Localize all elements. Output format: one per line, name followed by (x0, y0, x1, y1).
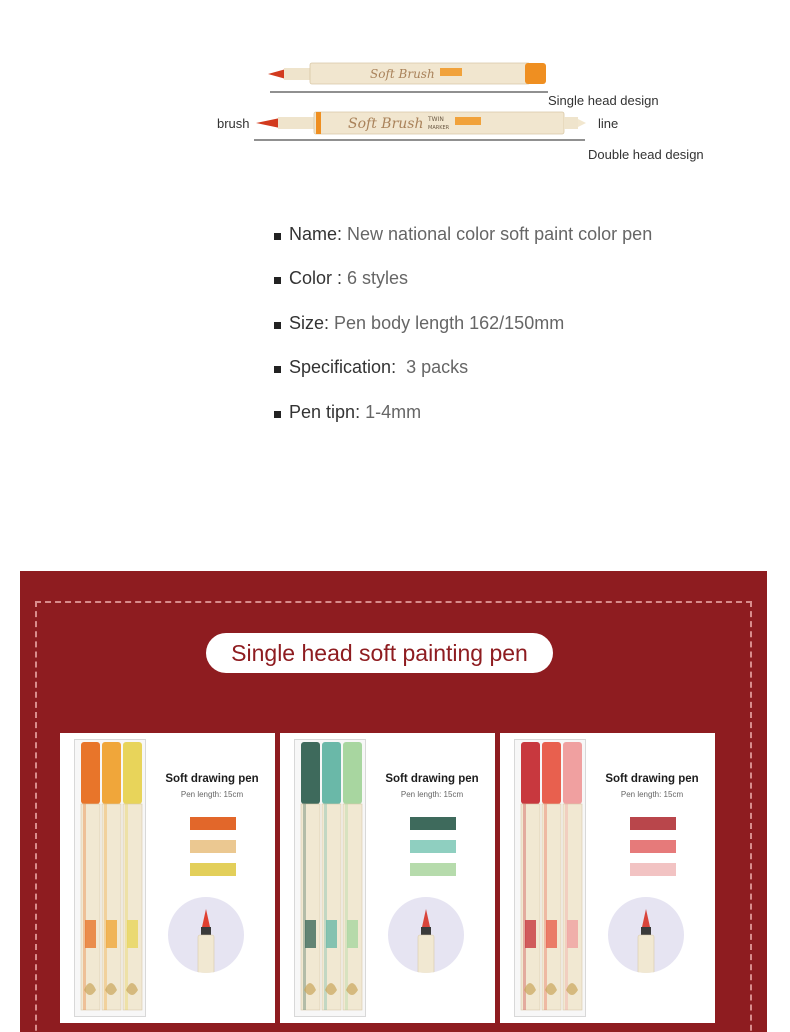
label-double-head-design: Double head design (588, 147, 704, 162)
pen-stripe (565, 804, 568, 1010)
pen-label (85, 920, 96, 948)
pen-cap (343, 742, 362, 804)
card-title: Soft drawing pen (165, 773, 259, 785)
pen-label (326, 920, 337, 948)
pen-bottom-badge: TWIN (428, 116, 444, 123)
pen-label (347, 920, 358, 948)
bullet-icon (274, 233, 281, 240)
spec-key: Color (289, 268, 333, 288)
spec-specification (274, 354, 652, 382)
pen-tip-body (638, 935, 654, 973)
color-swatch-1 (630, 817, 676, 830)
pen-label (567, 920, 578, 948)
pen-tip-ferrule (421, 927, 431, 935)
card-title: Soft drawing pen (385, 773, 479, 785)
pen-pack-box (74, 739, 146, 1017)
label-single-head-design: Single head design (548, 93, 659, 108)
card-title: Soft drawing pen (605, 773, 699, 785)
spec-color (274, 265, 652, 293)
pen-pack-illustration (75, 740, 145, 1016)
pen-top-brand: Soft Brush (370, 67, 435, 81)
pen-cap (521, 742, 540, 804)
card-subtitle: Pen length: 15cm (180, 790, 244, 799)
product-showcase (20, 571, 767, 1032)
pen-stripe (303, 804, 306, 1010)
color-swatch-3 (190, 863, 236, 876)
spec-key: Name (289, 223, 338, 244)
spec-key: Size (289, 312, 325, 333)
pen-label (106, 920, 117, 948)
pen-tip-ferrule (201, 927, 211, 935)
pen-label (127, 920, 138, 948)
spec-key: Pen tipn (289, 401, 356, 422)
pen-tip-circle (388, 897, 464, 973)
pen-cap (102, 742, 121, 804)
pen-pack-box (294, 739, 366, 1017)
pen-cap (301, 742, 320, 804)
pen-design-diagram (0, 0, 790, 190)
product-card-orange[interactable] (60, 733, 275, 1023)
card-subtitle: Pen length: 15cm (400, 790, 464, 799)
pen-tip-nib (202, 909, 210, 927)
pen-stripe (125, 804, 128, 1010)
pen-tip-icon (608, 897, 684, 973)
pen-label (305, 920, 316, 948)
pen-stripe (324, 804, 327, 1010)
pen-tip-circle (608, 897, 684, 973)
bullet-icon (274, 366, 281, 373)
single-head-pen (268, 63, 546, 84)
pen-tip-body (198, 935, 214, 973)
spec-sep: : (332, 268, 343, 288)
pen-bottom-badge-sub: MARKER (428, 125, 450, 131)
spec-name (274, 220, 652, 248)
pen-pack-illustration (515, 740, 585, 1016)
pen-cap (81, 742, 100, 804)
pen-tip-icon (388, 897, 464, 973)
spec-value: 1-4mm (360, 401, 422, 422)
pen-cap (123, 742, 142, 804)
spec-value: 6 styles (342, 268, 409, 288)
spec-value: 3 packs (396, 357, 469, 377)
pen-cap (563, 742, 582, 804)
spec-sep: : (337, 223, 343, 244)
spec-size (274, 309, 652, 337)
pen-tip-circle (168, 897, 244, 973)
pen-stripe (83, 804, 86, 1010)
spec-sep: : (324, 312, 330, 333)
pen-tip-ferrule (641, 927, 651, 935)
bullet-icon (274, 277, 281, 284)
pen-stripe (345, 804, 348, 1010)
card-subtitle: Pen length: 15cm (620, 790, 684, 799)
spec-sep: : (355, 401, 361, 422)
color-swatch-2 (410, 840, 456, 853)
product-specs (274, 220, 652, 443)
color-swatch-2 (630, 840, 676, 853)
label-line: line (598, 116, 619, 131)
pen-stripe (544, 804, 547, 1010)
label-brush: brush (217, 116, 250, 131)
pen-tip-body (418, 935, 434, 973)
pen-pack-illustration (295, 740, 365, 1016)
spec-pen-tip (274, 398, 652, 426)
color-swatch-1 (190, 817, 236, 830)
spec-value: Pen body length 162/150mm (329, 312, 565, 333)
color-swatch-2 (190, 840, 236, 853)
spec-key: Specification (289, 357, 392, 377)
spec-value: New national color soft paint color pen (342, 223, 653, 244)
pen-label (525, 920, 536, 948)
pen-tip-nib (642, 909, 650, 927)
pen-cap (542, 742, 561, 804)
pen-label (546, 920, 557, 948)
pen-tip-nib (422, 909, 430, 927)
product-card-green[interactable] (280, 733, 495, 1023)
color-swatch-3 (410, 863, 456, 876)
color-swatch-1 (410, 817, 456, 830)
color-swatch-3 (630, 863, 676, 876)
pen-stripe (523, 804, 526, 1010)
bullet-icon (274, 322, 281, 329)
showcase-title: Single head soft painting pen (206, 633, 553, 673)
spec-sep: : (391, 357, 397, 377)
bullet-icon (274, 411, 281, 418)
pen-pack-box (514, 739, 586, 1017)
pen-bottom-brand: Soft Brush (348, 116, 424, 132)
double-head-pen (256, 112, 586, 134)
pen-stripe (104, 804, 107, 1010)
pen-cap (322, 742, 341, 804)
product-card-red[interactable] (500, 733, 715, 1023)
pen-tip-icon (168, 897, 244, 973)
